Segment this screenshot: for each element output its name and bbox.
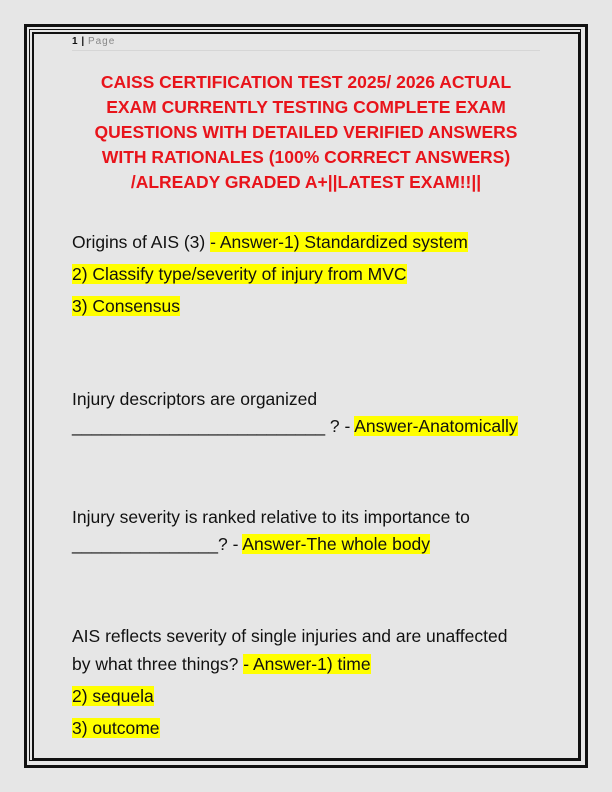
qa-item-3 bbox=[72, 504, 542, 558]
title-line: EXAM CURRENTLY TESTING COMPLETE EXAM bbox=[106, 97, 506, 117]
question-text: by what three things? bbox=[72, 654, 244, 674]
answer-text: - Answer-1) Standardized system bbox=[210, 232, 468, 252]
qa-item-4 bbox=[72, 622, 542, 742]
question-text: AIS reflects severity of single injuries and are unaffected bbox=[72, 626, 508, 646]
question-text: _______________? - bbox=[72, 534, 243, 554]
question-text: Injury severity is ranked relative to its importance to bbox=[72, 507, 470, 527]
question-text: __________________________ ? - bbox=[72, 416, 355, 436]
qa-item-2 bbox=[72, 386, 542, 440]
page-header bbox=[72, 36, 540, 51]
header-separator: | bbox=[81, 36, 85, 47]
page-label: Page bbox=[87, 36, 116, 47]
title-line: WITH RATIONALES (100% CORRECT ANSWERS) bbox=[101, 147, 511, 167]
page-number: 1 bbox=[72, 36, 78, 47]
answer-text: 3) outcome bbox=[72, 718, 160, 738]
question-text: Origins of AIS (3) bbox=[72, 232, 211, 252]
answer-text: 2) Classify type/severity of injury from MVC bbox=[72, 264, 407, 284]
answer-text: Answer-The whole body bbox=[242, 534, 431, 554]
answer-text: 2) sequela bbox=[72, 686, 154, 706]
document-title bbox=[72, 70, 540, 195]
answer-text: 3) Consensus bbox=[72, 296, 180, 316]
title-line: QUESTIONS WITH DETAILED VERIFIED ANSWERS bbox=[94, 122, 518, 142]
answer-text: - Answer-1) time bbox=[243, 654, 371, 674]
title-line: CAISS CERTIFICATION TEST 2025/ 2026 ACTUAL bbox=[100, 72, 512, 92]
qa-item-1 bbox=[72, 226, 542, 322]
question-text: Injury descriptors are organized bbox=[72, 389, 318, 409]
answer-text: Answer-Anatomically bbox=[354, 416, 518, 436]
title-line: /ALREADY GRADED A+||LATEST EXAM!!|| bbox=[130, 172, 482, 192]
